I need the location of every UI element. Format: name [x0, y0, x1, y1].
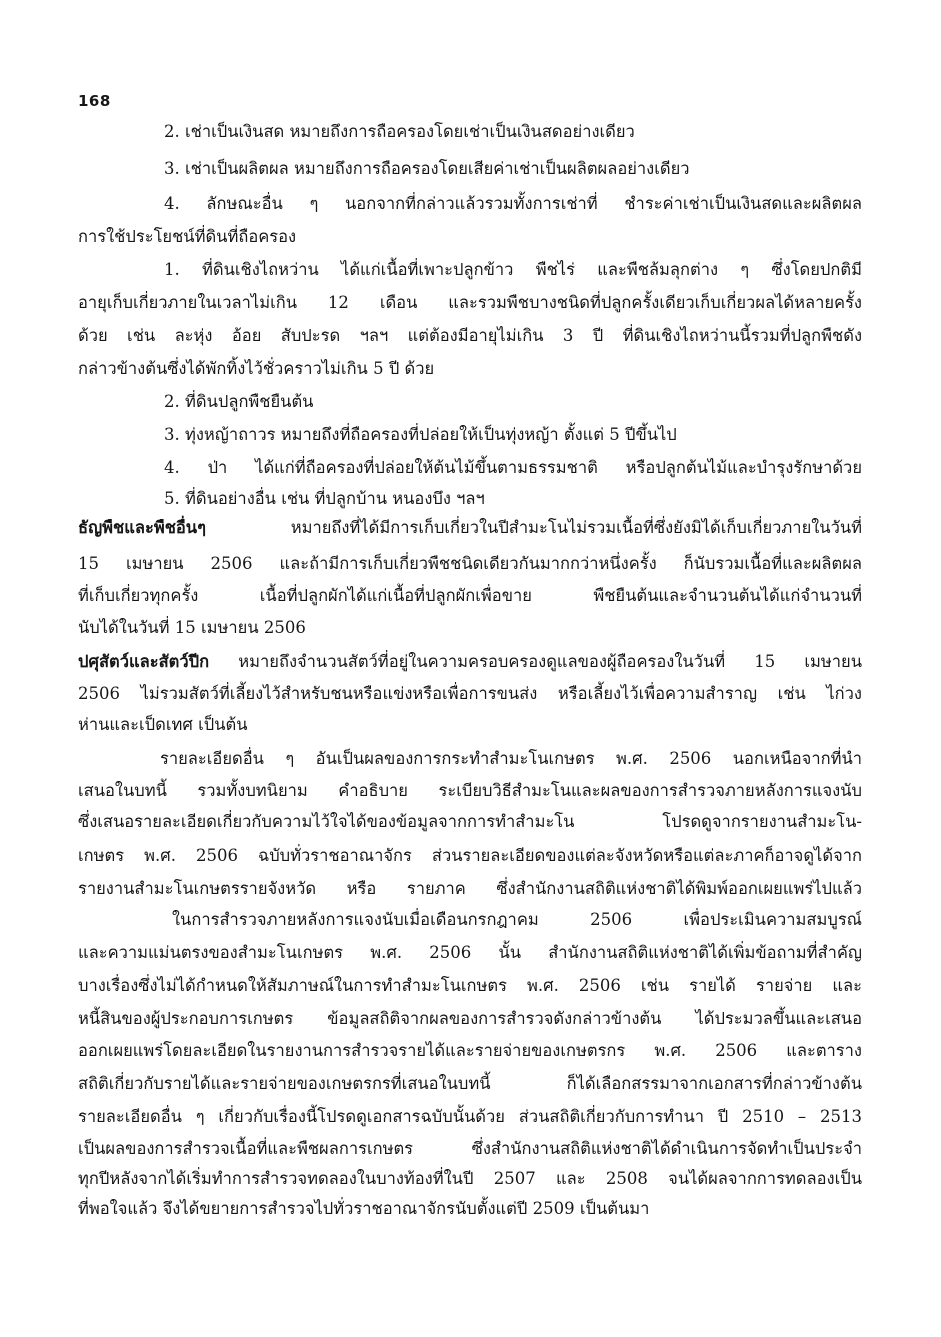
text-line: ออกเผยแพร่โดยละเอียดในรายงานการสำรวจรายได้และรายจ่ายของเกษตรกร พ.ศ. 2506 และตาราง — [78, 1041, 862, 1060]
section-heading-land-use: การใช้ประโยชน์ที่ดินที่ถือครอง — [78, 227, 297, 246]
text-line: ซึ่งเสนอรายละเอียดเกี่ยวกับความไว้ใจได้ของข้อมูลจากการทำสำมะโน โปรดดูจากรายงานสำมะโน- — [78, 812, 862, 831]
term-livestock-definition: หมายถึงจำนวนสัตว์ที่อยู่ในความครอบครองดูแลของผู้ถือครองในวันที่ 15 เมษายน — [209, 652, 862, 671]
text-line: รายละเอียดอื่น ๆ เกี่ยวกับเรื่องนี้โปรดดูเอกสารฉบับนั้นด้วย ส่วนสถิติเกี่ยวกับการทำนา ปี 2510 – 2513 — [78, 1107, 862, 1126]
text-line: ทุกปีหลังจากได้เริ่มทำการสำรวจทดลองในบางท้องที่ในปี 2507 และ 2508 จนได้ผลจากการทดลองเป็น — [78, 1169, 862, 1188]
text-line: ที่เก็บเกี่ยวทุกครั้ง เนื้อที่ปลูกผักได้แก่เนื้อที่ปลูกผักเพื่อขาย พืชยืนต้นและจำนวนต้นได้แก่จำนวนที่ — [78, 586, 862, 605]
text-line: 2. ที่ดินปลูกพืชยืนต้น — [164, 392, 314, 411]
term-crops-definition: หมายถึงที่ได้มีการเก็บเกี่ยวในปีสำมะโนไม่รวมเนื้อที่ซึ่งยังมิได้เก็บเกี่ยวภายในวันที่ — [205, 518, 862, 537]
term-livestock: ปศุสัตว์และสัตว์ปีก — [78, 652, 210, 671]
text-line: เสนอในบทนี้ รวมทั้งบทนิยาม คำอธิบาย ระเบียบวิธีสำมะโนและผลของการสำรวจภายหลังการแจงนับ — [78, 781, 862, 800]
text-line: เป็นผลของการสำรวจเนื้อที่และพืชผลการเกษตร ซึ่งสำนักงานสถิติแห่งชาติได้ดำเนินการจัดทำเป็นประจำ — [78, 1139, 862, 1158]
text-line: อายุเก็บเกี่ยวภายในเวลาไม่เกิน 12 เดือน และรวมพืชบางชนิดที่ปลูกครั้งเดียวเก็บเกี่ยวผลได้หลายครั้ง — [78, 293, 862, 312]
text-line: เกษตร พ.ศ. 2506 ฉบับทั่วราชอาณาจักร ส่วนรายละเอียดของแต่ละจังหวัดหรือแต่ละภาคก็อาจดูได้จาก — [78, 846, 862, 865]
text-line: 3. ทุ่งหญ้าถาวร หมายถึงที่ถือครองที่ปล่อยให้เป็นทุ่งหญ้า ตั้งแต่ 5 ปีขึ้นไป — [164, 425, 677, 444]
text-line: 15 เมษายน 2506 และถ้ามีการเก็บเกี่ยวพืชชนิดเดียวกันมากกว่าหนึ่งครั้ง ก็นับรวมเนื้อที่และผลิตผล — [78, 554, 862, 573]
text-line: 1. ที่ดินเชิงไถหว่าน ได้แก่เนื้อที่เพาะปลูกข้าว พืชไร่ และพืชล้มลุกต่าง ๆ ซึ่งโดยปกติมี — [164, 260, 862, 279]
text-line: สถิติเกี่ยวกับรายได้และรายจ่ายของเกษตรกรที่เสนอในบทนี้ ก็ได้เลือกสรรมาจากเอกสารที่กล่าวข้างต้น — [78, 1074, 862, 1093]
text-line: 5. ที่ดินอย่างอื่น เช่น ที่ปลูกบ้าน หนองบึง ฯลฯ — [164, 489, 485, 508]
text-line: 3. เช่าเป็นผลิตผล หมายถึงการถือครองโดยเสียค่าเช่าเป็นผลิตผลอย่างเดียว — [164, 159, 690, 178]
text-line: 4. ป่า ได้แก่ที่ถือครองที่ปล่อยให้ต้นไม้ขึ้นตามธรรมชาติ หรือปลูกต้นไม้และบำรุงรักษาด้วย — [164, 458, 862, 477]
page-number: 168 — [78, 92, 111, 110]
text-line: ด้วย เช่น ละหุ่ง อ้อย สับปะรด ฯลฯ แต่ต้องมีอายุไม่เกิน 3 ปี ที่ดินเชิงไถหว่านนี้รวมที่ปลูกพืชดัง — [78, 326, 862, 345]
text-line-livestock — [78, 648, 862, 676]
text-line: และความแม่นตรงของสำมะโนเกษตร พ.ศ. 2506 นั้น สำนักงานสถิติแห่งชาติได้เพิ่มข้อถามที่สำคัญ — [78, 943, 862, 962]
text-line: ที่พอใจแล้ว จึงได้ขยายการสำรวจไปทั่วราชอาณาจักรนับตั้งแต่ปี 2509 เป็นต้นมา — [78, 1199, 650, 1218]
text-line: ห่านและเป็ดเทศ เป็นต้น — [78, 715, 248, 734]
text-line: รายงานสำมะโนเกษตรรายจังหวัด หรือ รายภาค ซึ่งสำนักงานสถิติแห่งชาติได้พิมพ์ออกเผยแพร่ไปแล้ว — [78, 879, 862, 898]
text-line: นับได้ในวันที่ 15 เมษายน 2506 — [78, 618, 306, 637]
text-line: 2506 ไม่รวมสัตว์ที่เลี้ยงไว้สำหรับชนหรือแข่งหรือเพื่อการขนส่ง หรือเลี้ยงไว้เพื่อความสำราญ เช่น ไก่วง — [78, 684, 862, 703]
text-line: กล่าวข้างต้นซึ่งได้พักทิ้งไว้ชั่วคราวไม่เกิน 5 ปี ด้วย — [78, 359, 435, 378]
term-crops: ธัญพืชและพืชอื่นๆ — [78, 518, 206, 537]
text-line-crops — [78, 514, 862, 542]
text-line: รายละเอียดอื่น ๆ อันเป็นผลของการกระทำสำมะโนเกษตร พ.ศ. 2506 นอกเหนือจากที่นำ — [160, 749, 862, 768]
text-line: หนี้สินของผู้ประกอบการเกษตร ข้อมูลสถิติจากผลของการสำรวจดังกล่าวข้างต้น ได้ประมวลขึ้นและเสนอ — [78, 1009, 862, 1028]
text-line: ในการสำรวจภายหลังการแจงนับเมื่อเดือนกรกฎาคม 2506 เพื่อประเมินความสมบูรณ์ — [172, 910, 862, 929]
text-line: 4. ลักษณะอื่น ๆ นอกจากที่กล่าวแล้วรวมทั้งการเช่าที่ ชำระค่าเช่าเป็นเงินสดและผลิตผล — [164, 194, 862, 213]
text-line: 2. เช่าเป็นเงินสด หมายถึงการถือครองโดยเช่าเป็นเงินสดอย่างเดียว — [164, 122, 635, 141]
text-line: บางเรื่องซึ่งไม่ได้กำหนดให้สัมภาษณ์ในการทำสำมะโนเกษตร พ.ศ. 2506 เช่น รายได้ รายจ่าย และ — [78, 976, 862, 995]
